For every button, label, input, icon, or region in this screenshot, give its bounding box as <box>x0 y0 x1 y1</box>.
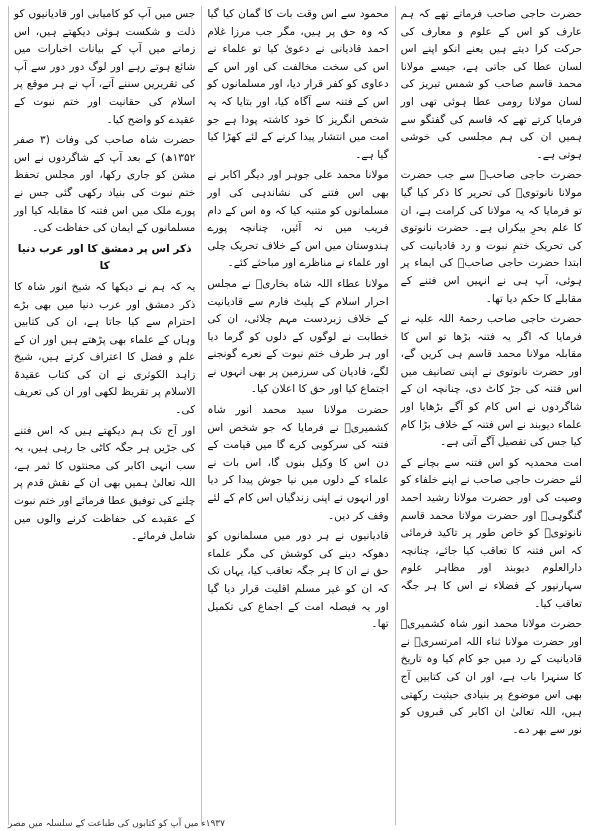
footer-text: ۱۹۳۷ء میں آپ کو کتابوں کی طباعت کے سلسلہ میں مصر <box>8 819 225 829</box>
paragraph: مولانا عطاء اللہ شاہ بخاریؒ نے مجلس احرار اسلام کے پلیٹ فارم سے قادیانیت کے خلاف زبردست مہم چلائی، ان کی خطابت نے لوگوں کے دلوں کو گرما دیا اور ہر طرف ختم نبوت کے نعرے گونجنے لگے، قادیان کی سرزمین پر بھی انہوں نے اجتماع کیا اور حق کا اعلان کیا۔ <box>207 277 389 396</box>
paragraph: یہ کہ ہم نے دیکھا کہ شیخ انور شاہ کا ذکر دمشق اور عرب دنیا میں بھی بڑے احترام سے کیا جاتا ہے، ان کی کتابیں وہاں کے علماء بھی پڑھتے ہیں اور ان کے علم و فضل کا اعتراف کرتے ہیں، شیخ زاہد الکوثری نے ان کی کتاب عقیدۃ الاسلام پر تقریظ لکھی اور ان کی تعریف کی۔ <box>14 280 196 417</box>
paragraph: محمود سے اس وقت بات کا گمان کیا گیا کہ وہ حق پر ہیں، مگر جب مرزا غلام احمد قادیانی نے دعویٰ کیا تو علماء نے اس کی سخت مخالفت کی اور اس کے دعاوی کو کفر قرار دیا، اور مسلمانوں کو اس کے فتنہ سے آگاہ کیا، اور بتایا کہ یہ شخص انگریز کا خود کاشتہ پودا ہے جو امت میں انتشار پیدا کرنے کے لئے کھڑا کیا گیا ہے۔ <box>207 8 389 161</box>
paragraph: جس میں آپ کو کامیابی اور قادیانیوں کو ذلت و شکست ہوئی دیکھتے ہیں، اس زمانے میں آپ کے بیانات اخبارات میں شائع ہوتے رہے اور لوگ دور دور سے آپ کی تقریریں سننے آتے، آپ نے ہر موقع پر اسلام کی حقانیت اور ختم نبوت کے عقیدے کو واضح کیا۔ <box>14 8 196 126</box>
section-subheading: ذکر اس پر دمشق کا اور عرب دنیا کا <box>17 242 192 273</box>
paragraph: حضرت حاجی صاحب رحمۃ اللہ علیہ نے فرمایا کہ اگر یہ فتنہ بڑھا تو اس کا مقابلہ مولانا محمد قاسم ہی کریں گے، اور حضرت نانوتوی نے اپنی تصانیف میں اس فتنہ کی جڑ کاٹ دی، چنانچہ ان کے شاگردوں نے اس کام کو آگے بڑھایا اور علماء دیوبند نے اس فتنہ کے خلاف بڑا کام کیا جس کی تفصیل آگے آتی ہے۔ <box>400 313 582 449</box>
column-right <box>395 6 582 825</box>
paragraph: حضرت مولانا محمد انور شاہ کشمیریؒ اور حضرت مولانا ثناء اللہ امرتسریؒ نے قادیانیت کے رد میں جو کام کیا وہ تاریخ کا سنہرا باب ہے، اور ان کی کتابیں آج بھی اس موضوع پر بنیادی حیثیت رکھتی ہیں، اللہ تعالیٰ ان اکابر کی قبروں کو نور سے بھر دے۔ <box>400 618 582 736</box>
paragraph: مولانا محمد علی جوہر اور دیگر اکابر نے بھی اس فتنے کی نشاندہی کی اور مسلمانوں کو متنبہ کیا کہ وہ اس کے دام فریب میں نہ آئیں، چنانچہ پورے ہندوستان میں اس کے خلاف تحریک چلی اور علماء نے مناظرے اور مباحثے کئے۔ <box>207 169 389 270</box>
paragraph: حضرت شاہ صاحب کی وفات (۳ صفر ۱۳۵۲ھ) کے بعد آپ کے شاگردوں نے اس مشن کو جاری رکھا، اور مجلس تحفظ ختم نبوت کی بنیاد رکھی گئی جس نے پورے ملک میں اس فتنہ کا مقابلہ کیا اور مسلمانوں کے ایمان کی حفاظت کی۔ <box>14 134 196 235</box>
column-middle <box>201 6 388 825</box>
paragraph: قادیانیوں نے ہر دور میں مسلمانوں کو دھوکہ دینے کی کوشش کی مگر علماء حق نے ان کا ہر جگہ تعاقب کیا، یہاں تک کہ ان کو غیر مسلم اقلیت قرار دیا گیا اور یہ فیصلہ امت کے اجماع کی تکمیل تھا۔ <box>207 530 389 631</box>
paragraph: امت محمدیہ کو اس فتنہ سے بچانے کے لئے حضرت حاجی صاحب نے اپنے خلفاء کو وصیت کی اور حضرت مولانا رشید احمد گنگوہیؒ اور حضرت مولانا محمد قاسم نانوتویؒ کو خاص طور پر تاکید فرمائی کہ اس فتنہ کا تعاقب کیا جائے، چنانچہ دارالعلوم دیوبند اور مظاہر علوم سہارنپور کے فضلاء نے اس کا ہر جگہ تعاقب کیا۔ <box>400 456 582 610</box>
paragraph: حضرت حاجی صاحب فرماتے تھے کہ ہم عارف کو اس کے علوم و معارف کی حرکت کرا دیتے ہیں یعنے انکو اپنے اس لسان عطا کی جاتی ہے، جیسے مولانا محمد قاسم صاحب کو شمس تبریز کی لسان مولانا رومی عطا ہوئی تھی اور فرمایا کرتے تھے کہ قاسم کی گفتگو سے ہمیں ان کی ہم مجلسی کی خوشی ہوتی ہے۔ <box>400 8 582 161</box>
paragraph: اور آج تک ہم دیکھتے ہیں کہ اس فتنے کی جڑیں ہر جگہ کاٹی جا رہی ہیں، یہ سب انہی اکابر کی محنتوں کا ثمر ہے، اللہ تعالیٰ ہمیں بھی ان کے نقش قدم پر چلنے کی توفیق عطا فرمائے اور ختم نبوت کے عقیدے کی حفاظت کرنے والوں میں شامل فرمائے۔ <box>14 424 196 543</box>
paragraph: حضرت مولانا سید محمد انور شاہ کشمیریؒ نے فرمایا کہ جو شخص اس فتنہ کی سرکوبی کرے گا میں قیامت کے دن اس کا وکیل بنوں گا، اس بات نے علماء کے دلوں میں نیا جوش پیدا کر دیا اور انہوں نے اپنی زندگیاں اس کام کے لئے وقف کر دیں۔ <box>207 404 389 522</box>
column-left <box>8 6 195 825</box>
paragraph: حضرت حاجی صاحبؒ سے جب حضرت مولانا نانوتویؒ کی تحریر کا ذکر کیا گیا تو فرمایا کہ یہ مولانا کی کرامت ہے، ان کا علم بحرِ بیکراں ہے۔ حضرت نانوتوی کی تحریک ختمِ نبوت و رد قادیانیت کی ابتدا حضرت حاجی صاحبؒ کی ایماء پر ہوئی، آپ ہی نے انہیں اس فتنے کے مقابلے کا حکم دیا تھا۔ <box>400 169 582 305</box>
